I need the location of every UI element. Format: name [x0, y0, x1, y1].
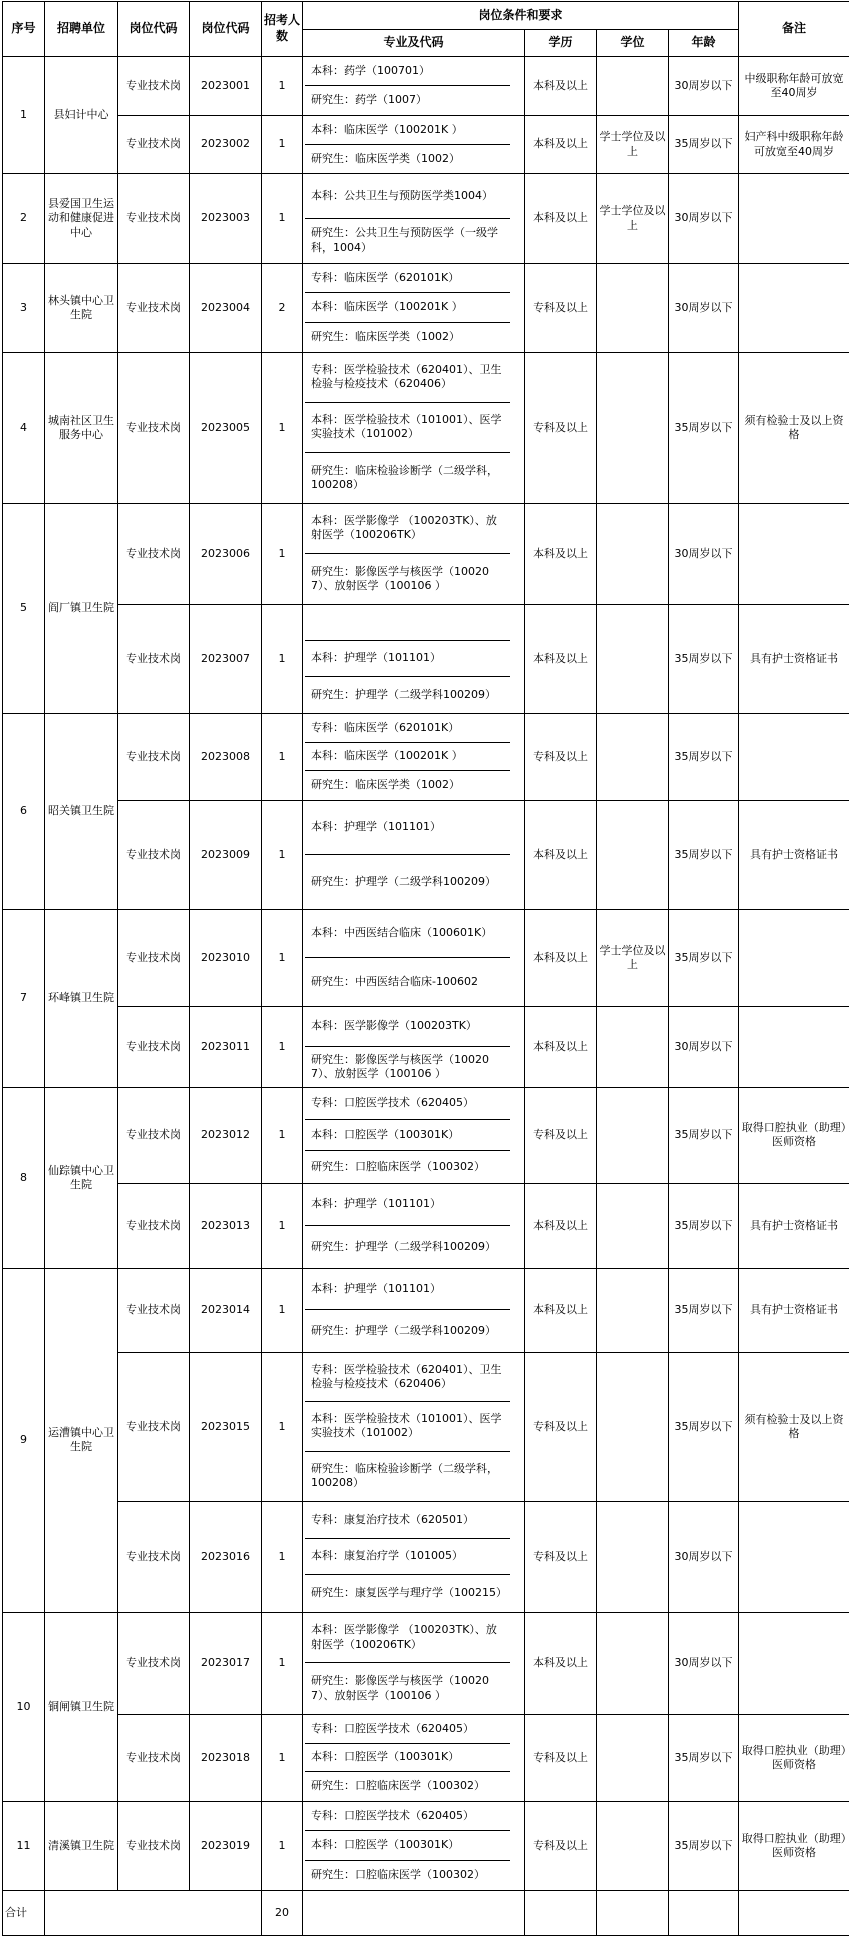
- major-item: 研究生：公共卫生与预防医学（一级学科，1004）: [311, 226, 498, 254]
- major-cell: [303, 1183, 525, 1268]
- edu-cell: 专科及以上: [525, 1501, 597, 1612]
- remark-cell: 具有护士资格证书: [739, 800, 849, 909]
- count-cell: 1: [262, 713, 303, 800]
- degree-cell: 学士学位及以上: [597, 174, 669, 264]
- major-item: 专科：康复治疗技术（620501）: [305, 1502, 510, 1539]
- degree-cell: [597, 1612, 669, 1714]
- post-type-cell: 专业技术岗: [118, 503, 190, 604]
- count-cell: 1: [262, 116, 303, 174]
- table-row: [3, 116, 849, 174]
- age-cell: 35周岁以下: [669, 604, 739, 713]
- header-post-code-b: 岗位代码: [190, 2, 262, 57]
- post-type-cell: 专业技术岗: [118, 264, 190, 353]
- major-item: 研究生：临床医学类（1002）: [311, 778, 460, 792]
- major-item: 研究生：护理学（二级学科100209）: [311, 1324, 496, 1338]
- major-item: 本科：临床医学（100201K ）: [305, 116, 510, 145]
- table-body: [3, 57, 849, 1936]
- age-cell: 30周岁以下: [669, 1612, 739, 1714]
- major-cell: [303, 1268, 525, 1352]
- count-cell: 1: [262, 1268, 303, 1352]
- post-code-cell: 2023005: [190, 352, 262, 503]
- unit-cell: 阎厂镇卫生院: [45, 503, 118, 713]
- major-cell: [303, 1801, 525, 1890]
- major-cell: [303, 1006, 525, 1087]
- major-item: 本科：中西医结合临床（100601K）: [305, 910, 510, 958]
- post-type-cell: 专业技术岗: [118, 604, 190, 713]
- remark-cell: [739, 1006, 849, 1087]
- degree-cell: 学士学位及以上: [597, 909, 669, 1006]
- major-item: 专科：临床医学（620101K）: [305, 264, 510, 293]
- seq-cell: 5: [3, 503, 45, 713]
- table-row: [3, 1714, 849, 1801]
- unit-cell: 环峰镇卫生院: [45, 909, 118, 1087]
- degree-cell: [597, 352, 669, 503]
- major-item: 研究生：护理学（二级学科100209）: [311, 874, 496, 888]
- seq-cell: 8: [3, 1087, 45, 1268]
- degree-cell: [597, 1501, 669, 1612]
- post-code-cell: 2023008: [190, 713, 262, 800]
- degree-cell: [597, 1801, 669, 1890]
- major-item: 本科：临床医学（100201K ）: [305, 743, 510, 772]
- remark-cell: 须有检验士及以上资格: [739, 352, 849, 503]
- post-type-cell: 专业技术岗: [118, 174, 190, 264]
- major-item: 研究生：临床检验诊断学（二级学科，100208）: [311, 1461, 498, 1490]
- remark-cell: 取得口腔执业（助理）医师资格: [739, 1087, 849, 1183]
- major-item: 本科：护理学（101101）: [305, 1184, 510, 1226]
- unit-cell: 林头镇中心卫生院: [45, 264, 118, 353]
- post-code-cell: 2023012: [190, 1087, 262, 1183]
- major-item: 研究生：影像医学与核医学（100207）、放射医学（100106 ）: [311, 1052, 489, 1080]
- major-item: 专科：口腔医学技术（620405）: [305, 1088, 510, 1120]
- major-item: 研究生：中西医结合临床-100602: [311, 974, 478, 988]
- edu-cell: 本科及以上: [525, 57, 597, 116]
- unit-cell: 县爱国卫生运动和健康促进中心: [45, 174, 118, 264]
- total-blank-cell: [45, 1890, 262, 1935]
- count-cell: 1: [262, 1352, 303, 1501]
- age-cell: 35周岁以下: [669, 909, 739, 1006]
- unit-cell: 清溪镇卫生院: [45, 1801, 118, 1890]
- major-item: 本科：护理学（101101）: [305, 641, 510, 677]
- degree-cell: 学士学位及以上: [597, 116, 669, 174]
- seq-cell: 1: [3, 57, 45, 174]
- age-cell: 30周岁以下: [669, 264, 739, 353]
- count-cell: 1: [262, 1087, 303, 1183]
- edu-cell: 专科及以上: [525, 1714, 597, 1801]
- total-row: [3, 1890, 849, 1935]
- post-code-cell: 2023013: [190, 1183, 262, 1268]
- major-item: 本科：护理学（101101）: [305, 801, 510, 855]
- major-cell: [303, 116, 525, 174]
- degree-cell: [597, 604, 669, 713]
- degree-cell: [597, 1714, 669, 1801]
- edu-cell: 本科及以上: [525, 1612, 597, 1714]
- table-row: [3, 57, 849, 116]
- count-cell: 1: [262, 503, 303, 604]
- major-item: 研究生：临床医学类（1002）: [311, 330, 460, 344]
- major-cell: [303, 1352, 525, 1501]
- major-item: 本科：护理学（101101）: [305, 1269, 510, 1311]
- header-unit: 招聘单位: [45, 2, 118, 57]
- unit-cell: 城南社区卫生服务中心: [45, 352, 118, 503]
- remark-cell: 取得口腔执业（助理）医师资格: [739, 1714, 849, 1801]
- edu-cell: 专科及以上: [525, 1801, 597, 1890]
- major-cell: [303, 1612, 525, 1714]
- major-item: 专科：医学检验技术（620401）、卫生检验与检疫技术（620406）: [305, 353, 510, 403]
- post-type-cell: 专业技术岗: [118, 1006, 190, 1087]
- unit-cell: 仙踪镇中心卫生院: [45, 1087, 118, 1268]
- edu-cell: 本科及以上: [525, 1006, 597, 1087]
- major-item: 专科：医学检验技术（620401）、卫生检验与检疫技术（620406）: [305, 1353, 510, 1402]
- header-edu: 学历: [525, 30, 597, 57]
- seq-cell: 3: [3, 264, 45, 353]
- age-cell: 35周岁以下: [669, 116, 739, 174]
- table-row: [3, 1087, 849, 1183]
- age-cell: 30周岁以下: [669, 174, 739, 264]
- edu-cell: 专科及以上: [525, 264, 597, 353]
- major-item: 本科：临床医学（100201K ）: [305, 293, 510, 322]
- major-item: 本科：医学影像学 （100203TK）、放射医学（100206TK）: [305, 504, 510, 554]
- degree-cell: [597, 1268, 669, 1352]
- count-cell: 1: [262, 604, 303, 713]
- remark-cell: 具有护士资格证书: [739, 1183, 849, 1268]
- header-remark: 备注: [739, 2, 849, 57]
- post-type-cell: 专业技术岗: [118, 1501, 190, 1612]
- table-row: [3, 604, 849, 713]
- table-row: [3, 1801, 849, 1890]
- header-degree: 学位: [597, 30, 669, 57]
- post-code-cell: 2023004: [190, 264, 262, 353]
- post-type-cell: 专业技术岗: [118, 352, 190, 503]
- edu-cell: 本科及以上: [525, 1268, 597, 1352]
- edu-cell: 本科及以上: [525, 503, 597, 604]
- degree-cell: [597, 1006, 669, 1087]
- major-item: 研究生：影像医学与核医学（100207）、放射医学（100106 ）: [311, 564, 489, 592]
- degree-cell: [597, 1087, 669, 1183]
- seq-cell: 9: [3, 1268, 45, 1612]
- seq-cell: 10: [3, 1612, 45, 1801]
- header-conditions: 岗位条件和要求: [303, 2, 739, 30]
- age-cell: 35周岁以下: [669, 1801, 739, 1890]
- major-item: 本科：医学检验技术（101001）、医学实验技术（101002）: [305, 403, 510, 453]
- major-cell: [303, 713, 525, 800]
- degree-cell: [597, 264, 669, 353]
- edu-cell: 本科及以上: [525, 909, 597, 1006]
- major-item: 本科：医学影像学 （100203TK）、放射医学（100206TK）: [305, 1613, 510, 1664]
- post-code-cell: 2023001: [190, 57, 262, 116]
- degree-cell: [597, 1352, 669, 1501]
- remark-cell: [739, 909, 849, 1006]
- table-row: [3, 1183, 849, 1268]
- post-code-cell: 2023007: [190, 604, 262, 713]
- post-type-cell: 专业技术岗: [118, 909, 190, 1006]
- table-row: [3, 1006, 849, 1087]
- age-cell: 35周岁以下: [669, 1087, 739, 1183]
- post-code-cell: 2023003: [190, 174, 262, 264]
- count-cell: 1: [262, 1501, 303, 1612]
- post-type-cell: 专业技术岗: [118, 800, 190, 909]
- major-item: 研究生：口腔临床医学（100302）: [311, 1779, 485, 1793]
- major-item: 研究生：药学（1007）: [311, 93, 427, 107]
- header-age: 年龄: [669, 30, 739, 57]
- remark-cell: [739, 1612, 849, 1714]
- count-cell: 1: [262, 1714, 303, 1801]
- major-item: 本科：口腔医学（100301K）: [305, 1831, 510, 1860]
- major-cell: [303, 1714, 525, 1801]
- post-code-cell: 2023006: [190, 503, 262, 604]
- edu-cell: 专科及以上: [525, 1087, 597, 1183]
- major-cell: [303, 1501, 525, 1612]
- major-item: 本科：药学（100701）: [305, 57, 510, 86]
- count-cell: 1: [262, 1612, 303, 1714]
- major-cell: [303, 1087, 525, 1183]
- remark-cell: [739, 264, 849, 353]
- post-type-cell: 专业技术岗: [118, 1801, 190, 1890]
- age-cell: 35周岁以下: [669, 1714, 739, 1801]
- major-cell: [303, 264, 525, 353]
- major-item: 本科：医学检验技术（101001）、医学实验技术（101002）: [305, 1402, 510, 1451]
- seq-cell: 6: [3, 713, 45, 909]
- degree-cell: [597, 57, 669, 116]
- table-row: [3, 800, 849, 909]
- major-cell: [303, 800, 525, 909]
- remark-cell: 妇产科中级职称年龄可放宽至40周岁: [739, 116, 849, 174]
- remark-cell: 须有检验士及以上资格: [739, 1352, 849, 1501]
- edu-cell: 专科及以上: [525, 713, 597, 800]
- table-row: [3, 352, 849, 503]
- recruitment-table: [2, 1, 849, 1936]
- seq-cell: 7: [3, 909, 45, 1087]
- count-cell: 2: [262, 264, 303, 353]
- age-cell: 35周岁以下: [669, 1183, 739, 1268]
- table-row: [3, 503, 849, 604]
- count-cell: 1: [262, 174, 303, 264]
- post-code-cell: 2023002: [190, 116, 262, 174]
- age-cell: 30周岁以下: [669, 503, 739, 604]
- post-code-cell: 2023019: [190, 1801, 262, 1890]
- remark-cell: [739, 503, 849, 604]
- major-item: 研究生：影像医学与核医学（100207）、放射医学（100106 ）: [311, 1674, 489, 1702]
- header-count: 招考人数: [262, 2, 303, 57]
- count-cell: 1: [262, 1801, 303, 1890]
- table-row: [3, 713, 849, 800]
- major-item: 本科：医学影像学（100203TK）: [305, 1007, 510, 1047]
- table-row: [3, 264, 849, 353]
- remark-cell: [739, 713, 849, 800]
- major-cell: [303, 503, 525, 604]
- count-cell: 1: [262, 1183, 303, 1268]
- table-row: [3, 1352, 849, 1501]
- edu-cell: 本科及以上: [525, 174, 597, 264]
- major-item: 本科：口腔医学（100301K）: [305, 1120, 510, 1152]
- unit-cell: 县妇计中心: [45, 57, 118, 174]
- post-type-cell: 专业技术岗: [118, 116, 190, 174]
- count-cell: 1: [262, 800, 303, 909]
- edu-cell: 专科及以上: [525, 1352, 597, 1501]
- table-row: [3, 1612, 849, 1714]
- major-item: 研究生：护理学（二级学科100209）: [311, 1239, 496, 1253]
- post-type-cell: 专业技术岗: [118, 1087, 190, 1183]
- remark-cell: 具有护士资格证书: [739, 604, 849, 713]
- post-code-cell: 2023014: [190, 1268, 262, 1352]
- count-cell: 1: [262, 352, 303, 503]
- edu-cell: 本科及以上: [525, 800, 597, 909]
- post-code-cell: 2023018: [190, 1714, 262, 1801]
- remark-cell: [739, 174, 849, 264]
- seq-cell: 2: [3, 174, 45, 264]
- degree-cell: [597, 713, 669, 800]
- major-cell: [303, 174, 525, 264]
- age-cell: 30周岁以下: [669, 1006, 739, 1087]
- count-cell: 1: [262, 1006, 303, 1087]
- degree-cell: [597, 503, 669, 604]
- major-item: 研究生：康复医学与理疗学（100215）: [311, 1586, 507, 1600]
- major-cell: [303, 352, 525, 503]
- major-item: [305, 605, 510, 641]
- edu-cell: 本科及以上: [525, 116, 597, 174]
- age-cell: 35周岁以下: [669, 1352, 739, 1501]
- major-item: 本科：康复治疗学（101005）: [305, 1539, 510, 1576]
- count-cell: 1: [262, 909, 303, 1006]
- unit-cell: 铜闸镇卫生院: [45, 1612, 118, 1801]
- unit-cell: 运漕镇中心卫生院: [45, 1268, 118, 1612]
- age-cell: 35周岁以下: [669, 713, 739, 800]
- seq-cell: 4: [3, 352, 45, 503]
- post-code-cell: 2023017: [190, 1612, 262, 1714]
- header-seq: 序号: [3, 2, 45, 57]
- remark-cell: 中级职称年龄可放宽至40周岁: [739, 57, 849, 116]
- total-blank-cell: [303, 1890, 525, 1935]
- major-item: 研究生：临床医学类（1002）: [311, 151, 460, 165]
- post-type-cell: 专业技术岗: [118, 1714, 190, 1801]
- major-cell: [303, 604, 525, 713]
- header-major: 专业及代码: [303, 30, 525, 57]
- post-type-cell: 专业技术岗: [118, 713, 190, 800]
- seq-cell: 11: [3, 1801, 45, 1890]
- total-blank-cell: [597, 1890, 669, 1935]
- remark-cell: 取得口腔执业（助理）医师资格: [739, 1801, 849, 1890]
- post-code-cell: 2023015: [190, 1352, 262, 1501]
- total-count-cell: 20: [262, 1890, 303, 1935]
- table-row: [3, 909, 849, 1006]
- major-cell: [303, 909, 525, 1006]
- remark-cell: [739, 1501, 849, 1612]
- edu-cell: 本科及以上: [525, 604, 597, 713]
- major-item: 研究生：护理学（二级学科100209）: [311, 687, 496, 701]
- major-item: 本科：公共卫生与预防医学类1004）: [305, 174, 510, 219]
- post-code-cell: 2023009: [190, 800, 262, 909]
- remark-cell: 具有护士资格证书: [739, 1268, 849, 1352]
- post-type-cell: 专业技术岗: [118, 1268, 190, 1352]
- total-blank-cell: [739, 1890, 849, 1935]
- age-cell: 30周岁以下: [669, 57, 739, 116]
- major-item: 专科：口腔医学技术（620405）: [305, 1715, 510, 1744]
- degree-cell: [597, 1183, 669, 1268]
- header-post-code-a: 岗位代码: [118, 2, 190, 57]
- post-code-cell: 2023011: [190, 1006, 262, 1087]
- post-type-cell: 专业技术岗: [118, 57, 190, 116]
- table-row: [3, 1268, 849, 1352]
- table-row: [3, 1501, 849, 1612]
- post-type-cell: 专业技术岗: [118, 1612, 190, 1714]
- major-item: 专科：临床医学（620101K）: [305, 714, 510, 743]
- degree-cell: [597, 800, 669, 909]
- age-cell: 35周岁以下: [669, 352, 739, 503]
- edu-cell: 专科及以上: [525, 352, 597, 503]
- major-item: 专科：口腔医学技术（620405）: [305, 1802, 510, 1831]
- age-cell: 35周岁以下: [669, 800, 739, 909]
- post-code-cell: 2023010: [190, 909, 262, 1006]
- age-cell: 30周岁以下: [669, 1501, 739, 1612]
- major-item: 研究生：临床检验诊断学（二级学科，100208）: [311, 463, 498, 491]
- edu-cell: 本科及以上: [525, 1183, 597, 1268]
- post-type-cell: 专业技术岗: [118, 1183, 190, 1268]
- age-cell: 35周岁以下: [669, 1268, 739, 1352]
- unit-cell: 昭关镇卫生院: [45, 713, 118, 909]
- major-item: 研究生：口腔临床医学（100302）: [311, 1159, 485, 1173]
- total-blank-cell: [525, 1890, 597, 1935]
- count-cell: 1: [262, 57, 303, 116]
- post-type-cell: 专业技术岗: [118, 1352, 190, 1501]
- major-item: 本科：口腔医学（100301K）: [305, 1744, 510, 1773]
- major-cell: [303, 57, 525, 116]
- total-label-cell: 合计: [3, 1890, 45, 1935]
- table-row: [3, 174, 849, 264]
- major-item: 研究生：口腔临床医学（100302）: [311, 1868, 485, 1882]
- total-blank-cell: [669, 1890, 739, 1935]
- post-code-cell: 2023016: [190, 1501, 262, 1612]
